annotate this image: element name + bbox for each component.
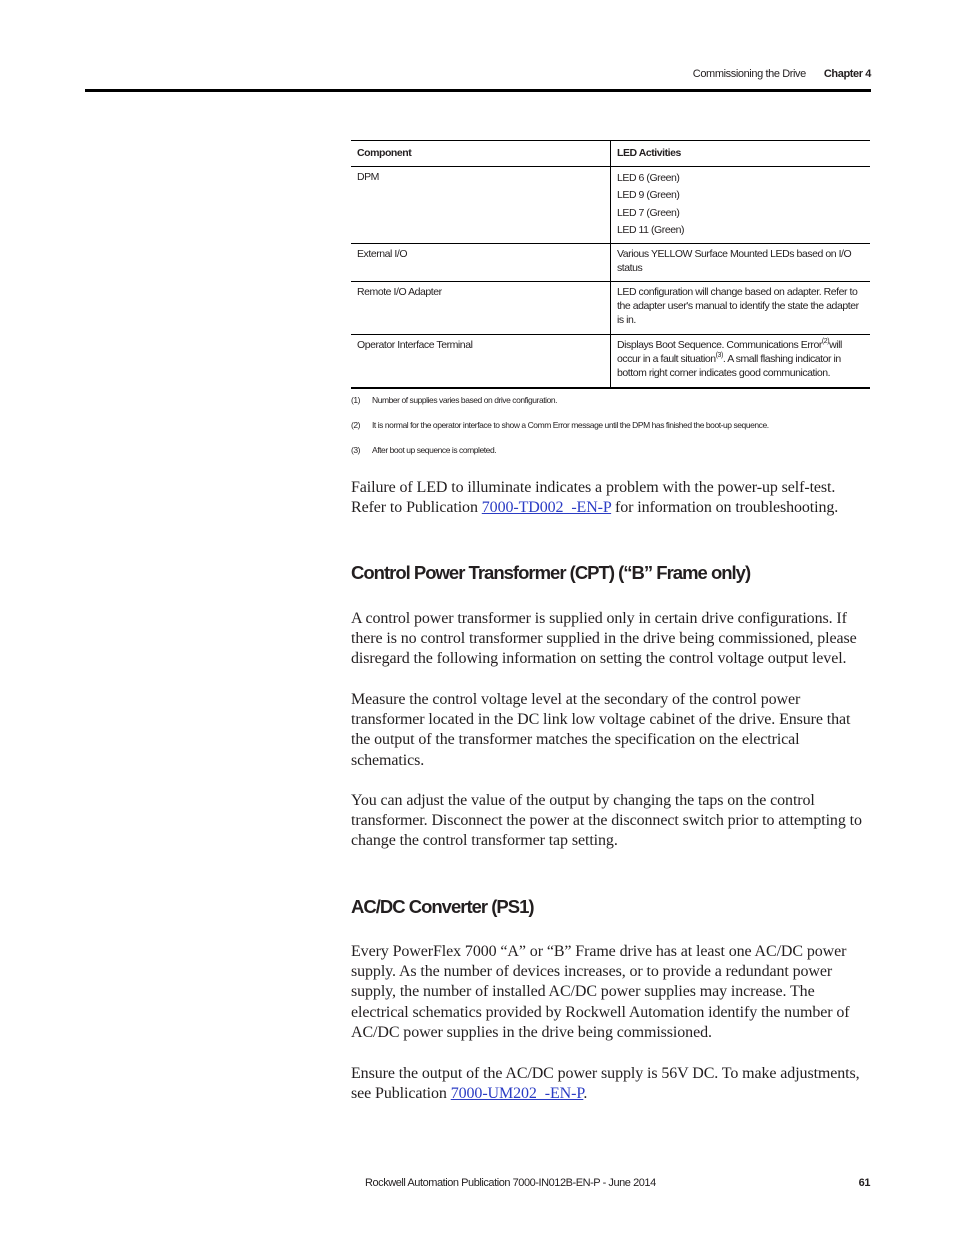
led-activity-cell: LED configuration will change based on adapter. Refer to the adapter user's manual to identify the state the adapter is in.: [617, 286, 859, 327]
body-text: .: [583, 1085, 588, 1103]
body-paragraph: Every PowerFlex 7000 “A” or “B” Frame drive has at least one AC/DC power supply. As the number of devices increases, or to provide a redundant power supply, the number of installed AC/DC power supplies may increase. The electrical schematics provided by Rockwell Automation identify the number of AC/DC power supplies in the drive being commissioned.: [351, 943, 850, 1041]
activity-text: Displays Boot Sequence. Communications Error: [617, 339, 822, 352]
footnote-number: (2): [351, 420, 361, 430]
led-item: LED 9 (Green): [617, 189, 680, 202]
led-activity-cell: [611, 167, 871, 244]
body-paragraph: Measure the control voltage level at the secondary of the control power transformer located in the DC link low voltage cabinet of the drive. Ensure that the output of the transformer matches the specification on the electrical schematics.: [351, 691, 851, 769]
body-paragraph: You can adjust the value of the output by changing the taps on the control transformer. Disconnect the power at the disconnect switch prior to attempting to change the control transformer tap setting.: [351, 792, 862, 850]
column-header-component: Component: [351, 141, 611, 167]
header-chapter: Chapter 4: [823, 68, 871, 80]
table-row: [351, 167, 870, 244]
footnote: [351, 445, 496, 455]
component-cell: External I/O: [351, 244, 611, 282]
body-text: Failure of LED to illuminate indicates a problem with the power-up self-test. Refer to Publication: [351, 479, 836, 517]
section-heading-cpt: Control Power Transformer (CPT) (“B” Frame only): [351, 562, 751, 583]
body-text: for information on troubleshooting.: [611, 499, 839, 517]
led-item: LED 11 (Green): [617, 223, 685, 236]
footer-publication: Rockwell Automation Publication 7000-IN012B-EN-P - June 2014: [365, 1177, 656, 1189]
body-paragraph: [351, 1064, 873, 1104]
page-number: 61: [858, 1177, 870, 1189]
table-row: [351, 282, 870, 335]
component-cell: Operator Interface Terminal: [351, 335, 611, 388]
activity-text: will occur in a fault situation: [617, 339, 842, 366]
footnote: [351, 420, 769, 430]
led-activity-cell: [611, 335, 871, 388]
footnote-number: (1): [351, 395, 361, 405]
publication-link-um202[interactable]: 7000-UM202_-EN-P: [450, 1085, 584, 1103]
footnote-text: It is normal for the operator interface to show a Comm Error message until the DPM has finished the boot-up sequence.: [372, 420, 769, 430]
footnote-number: (3): [351, 445, 361, 455]
footnote-ref: (2): [821, 338, 830, 346]
footnote: [351, 395, 557, 405]
led-item: LED 6 (Green): [617, 172, 680, 184]
table-row: [351, 335, 870, 388]
body-text: Ensure the output of the AC/DC power supply is 56V DC. To make adjustments, see Publication: [351, 1065, 860, 1103]
led-item: LED 7 (Green): [617, 206, 680, 219]
footnote-ref: (3): [715, 352, 723, 360]
activity-text: . A small flashing indicator in bottom right corner indicates good communication.: [617, 353, 841, 380]
table-row: [351, 244, 870, 282]
header-rule: [85, 89, 871, 92]
table-header-row: [351, 141, 870, 167]
led-activities-table: [351, 140, 870, 389]
footnote-text: After boot up sequence is completed.: [372, 445, 497, 455]
section-heading-acdc: AC/DC Converter (PS1): [351, 896, 534, 917]
component-cell: DPM: [351, 167, 611, 244]
led-activity-cell: Various YELLOW Surface Mounted LEDs based on I/O status: [617, 248, 852, 275]
footnote-text: Number of supplies varies based on drive configuration.: [372, 395, 558, 405]
component-cell: Remote I/O Adapter: [351, 282, 611, 335]
body-paragraph: A control power transformer is supplied only in certain drive configurations. If there is no control transformer supplied in the drive being commissioned, please disregard the following information on setting the control voltage output level.: [351, 610, 857, 668]
publication-link-td002[interactable]: 7000-TD002_-EN-P: [481, 499, 612, 517]
column-header-led-activities: LED Activities: [617, 147, 681, 159]
header-section-title: Commissioning the Drive: [692, 68, 806, 80]
intro-paragraph: [351, 478, 873, 518]
page-header: [0, 68, 871, 80]
